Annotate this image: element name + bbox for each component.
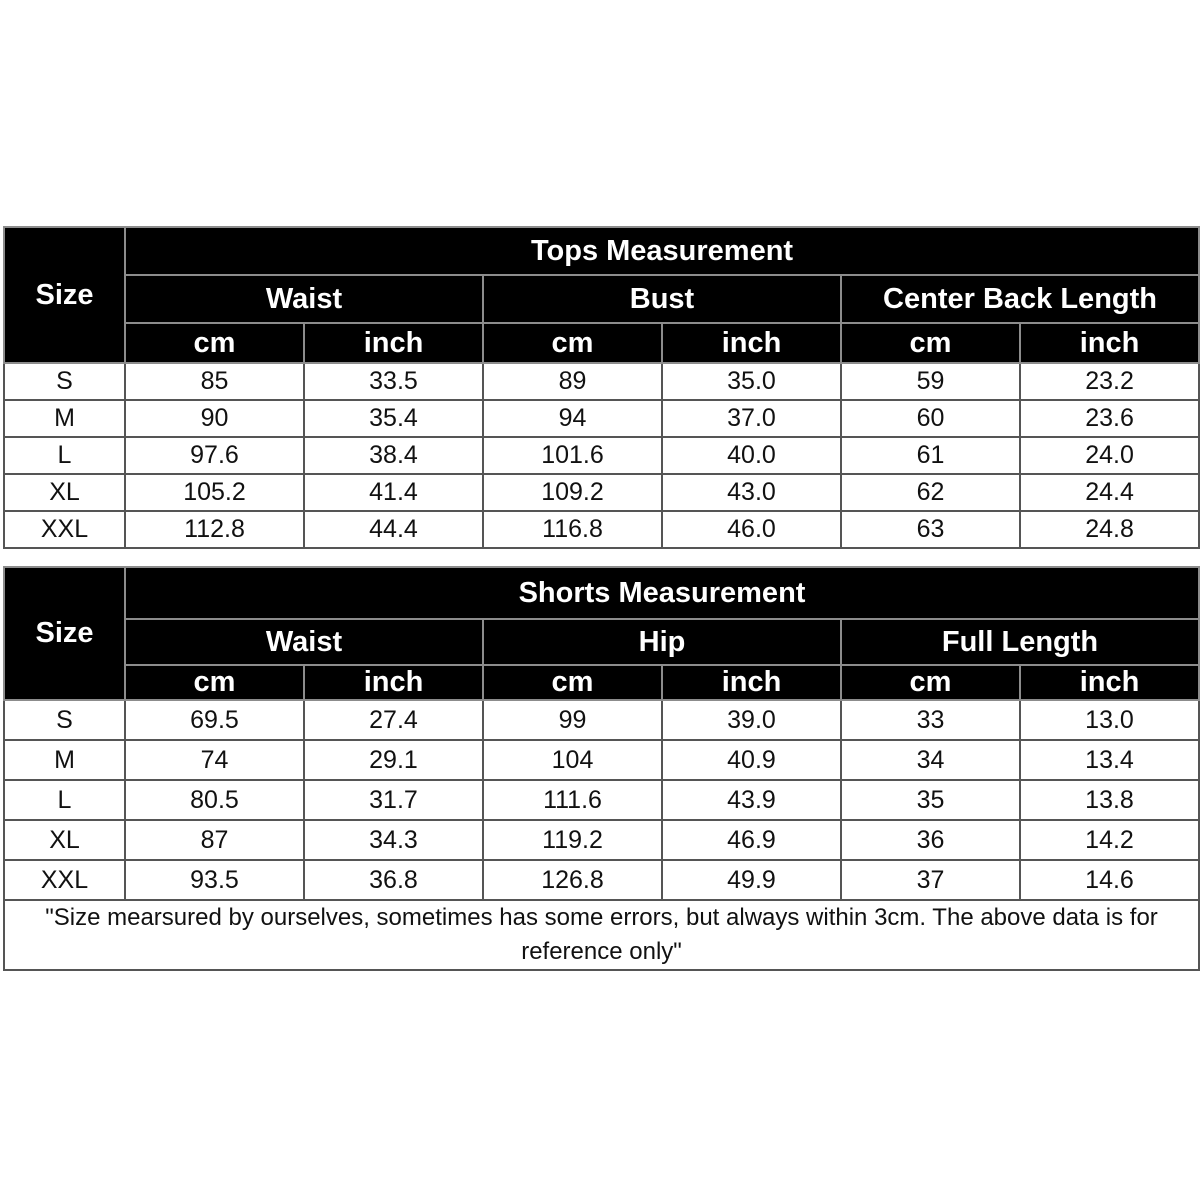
table-cell: 34.3 — [304, 820, 483, 860]
table-cell: 33 — [841, 700, 1020, 740]
table-cell: 13.4 — [1020, 740, 1199, 780]
table-cell: 37 — [841, 860, 1020, 900]
table-cell: 40.0 — [662, 437, 841, 474]
group-header-waist: Waist — [125, 275, 483, 323]
table-cell: 35 — [841, 780, 1020, 820]
size-cell: L — [4, 780, 125, 820]
table-cell: 43.9 — [662, 780, 841, 820]
table-cell: 24.4 — [1020, 474, 1199, 511]
unit-header: cm — [125, 323, 304, 363]
table-cell: 104 — [483, 740, 662, 780]
table-row — [4, 400, 1199, 437]
disclaimer-note: "Size mearsured by ourselves, sometimes has some errors, but always within 3cm. The above data is for reference only" — [4, 900, 1199, 970]
size-cell: M — [4, 400, 125, 437]
table-cell: 74 — [125, 740, 304, 780]
table-cell: 63 — [841, 511, 1020, 548]
tops-measurement-table — [3, 226, 1200, 549]
table-cell: 23.6 — [1020, 400, 1199, 437]
table-row — [4, 437, 1199, 474]
table-cell: 116.8 — [483, 511, 662, 548]
size-cell: S — [4, 700, 125, 740]
table-cell: 35.4 — [304, 400, 483, 437]
unit-header: cm — [841, 665, 1020, 700]
table-cell: 109.2 — [483, 474, 662, 511]
table-cell: 23.2 — [1020, 363, 1199, 400]
table-cell: 105.2 — [125, 474, 304, 511]
table-cell: 69.5 — [125, 700, 304, 740]
table-cell: 89 — [483, 363, 662, 400]
table-cell: 14.6 — [1020, 860, 1199, 900]
size-header: Size — [4, 567, 125, 700]
table-cell: 94 — [483, 400, 662, 437]
table-cell: 85 — [125, 363, 304, 400]
table-cell: 46.9 — [662, 820, 841, 860]
unit-header: cm — [125, 665, 304, 700]
table-cell: 36 — [841, 820, 1020, 860]
table-cell: 62 — [841, 474, 1020, 511]
size-cell: S — [4, 363, 125, 400]
table-cell: 36.8 — [304, 860, 483, 900]
table-cell: 61 — [841, 437, 1020, 474]
table-cell: 13.8 — [1020, 780, 1199, 820]
unit-header: inch — [304, 323, 483, 363]
table-cell: 87 — [125, 820, 304, 860]
table-row — [4, 780, 1199, 820]
table-cell: 80.5 — [125, 780, 304, 820]
table-cell: 59 — [841, 363, 1020, 400]
table-row — [4, 700, 1199, 740]
table-cell: 37.0 — [662, 400, 841, 437]
table-row — [4, 363, 1199, 400]
size-cell: XXL — [4, 860, 125, 900]
table-row — [4, 474, 1199, 511]
unit-header: inch — [1020, 323, 1199, 363]
table-cell: 44.4 — [304, 511, 483, 548]
group-header-hip: Hip — [483, 619, 841, 665]
table-cell: 40.9 — [662, 740, 841, 780]
table-cell: 34 — [841, 740, 1020, 780]
table-cell: 41.4 — [304, 474, 483, 511]
table-cell: 111.6 — [483, 780, 662, 820]
table-cell: 39.0 — [662, 700, 841, 740]
table-row — [4, 740, 1199, 780]
table-cell: 60 — [841, 400, 1020, 437]
group-header-bust: Bust — [483, 275, 841, 323]
table-cell: 35.0 — [662, 363, 841, 400]
table-cell: 29.1 — [304, 740, 483, 780]
table-cell: 99 — [483, 700, 662, 740]
group-header-center-back-length: Center Back Length — [841, 275, 1199, 323]
unit-header: cm — [483, 323, 662, 363]
table-cell: 126.8 — [483, 860, 662, 900]
table-row — [4, 820, 1199, 860]
size-header: Size — [4, 227, 125, 363]
table-cell: 43.0 — [662, 474, 841, 511]
table-cell: 27.4 — [304, 700, 483, 740]
unit-header: inch — [662, 323, 841, 363]
size-cell: L — [4, 437, 125, 474]
shorts-measurement-table — [3, 566, 1200, 971]
size-cell: XL — [4, 474, 125, 511]
table-cell: 13.0 — [1020, 700, 1199, 740]
unit-header: cm — [483, 665, 662, 700]
group-header-full-length: Full Length — [841, 619, 1199, 665]
table-cell: 14.2 — [1020, 820, 1199, 860]
table-cell: 38.4 — [304, 437, 483, 474]
unit-header: inch — [1020, 665, 1199, 700]
unit-header: inch — [662, 665, 841, 700]
table-cell: 112.8 — [125, 511, 304, 548]
table-cell: 33.5 — [304, 363, 483, 400]
table-cell: 90 — [125, 400, 304, 437]
table-row — [4, 511, 1199, 548]
size-cell: M — [4, 740, 125, 780]
table-cell: 97.6 — [125, 437, 304, 474]
unit-header: cm — [841, 323, 1020, 363]
size-cell: XXL — [4, 511, 125, 548]
table-cell: 24.0 — [1020, 437, 1199, 474]
table-cell: 93.5 — [125, 860, 304, 900]
table-cell: 24.8 — [1020, 511, 1199, 548]
group-header-waist: Waist — [125, 619, 483, 665]
table-row — [4, 860, 1199, 900]
size-cell: XL — [4, 820, 125, 860]
unit-header: inch — [304, 665, 483, 700]
table-cell: 101.6 — [483, 437, 662, 474]
table-title: Tops Measurement — [125, 227, 1199, 275]
table-cell: 49.9 — [662, 860, 841, 900]
table-cell: 119.2 — [483, 820, 662, 860]
table-cell: 46.0 — [662, 511, 841, 548]
table-title: Shorts Measurement — [125, 567, 1199, 619]
table-cell: 31.7 — [304, 780, 483, 820]
